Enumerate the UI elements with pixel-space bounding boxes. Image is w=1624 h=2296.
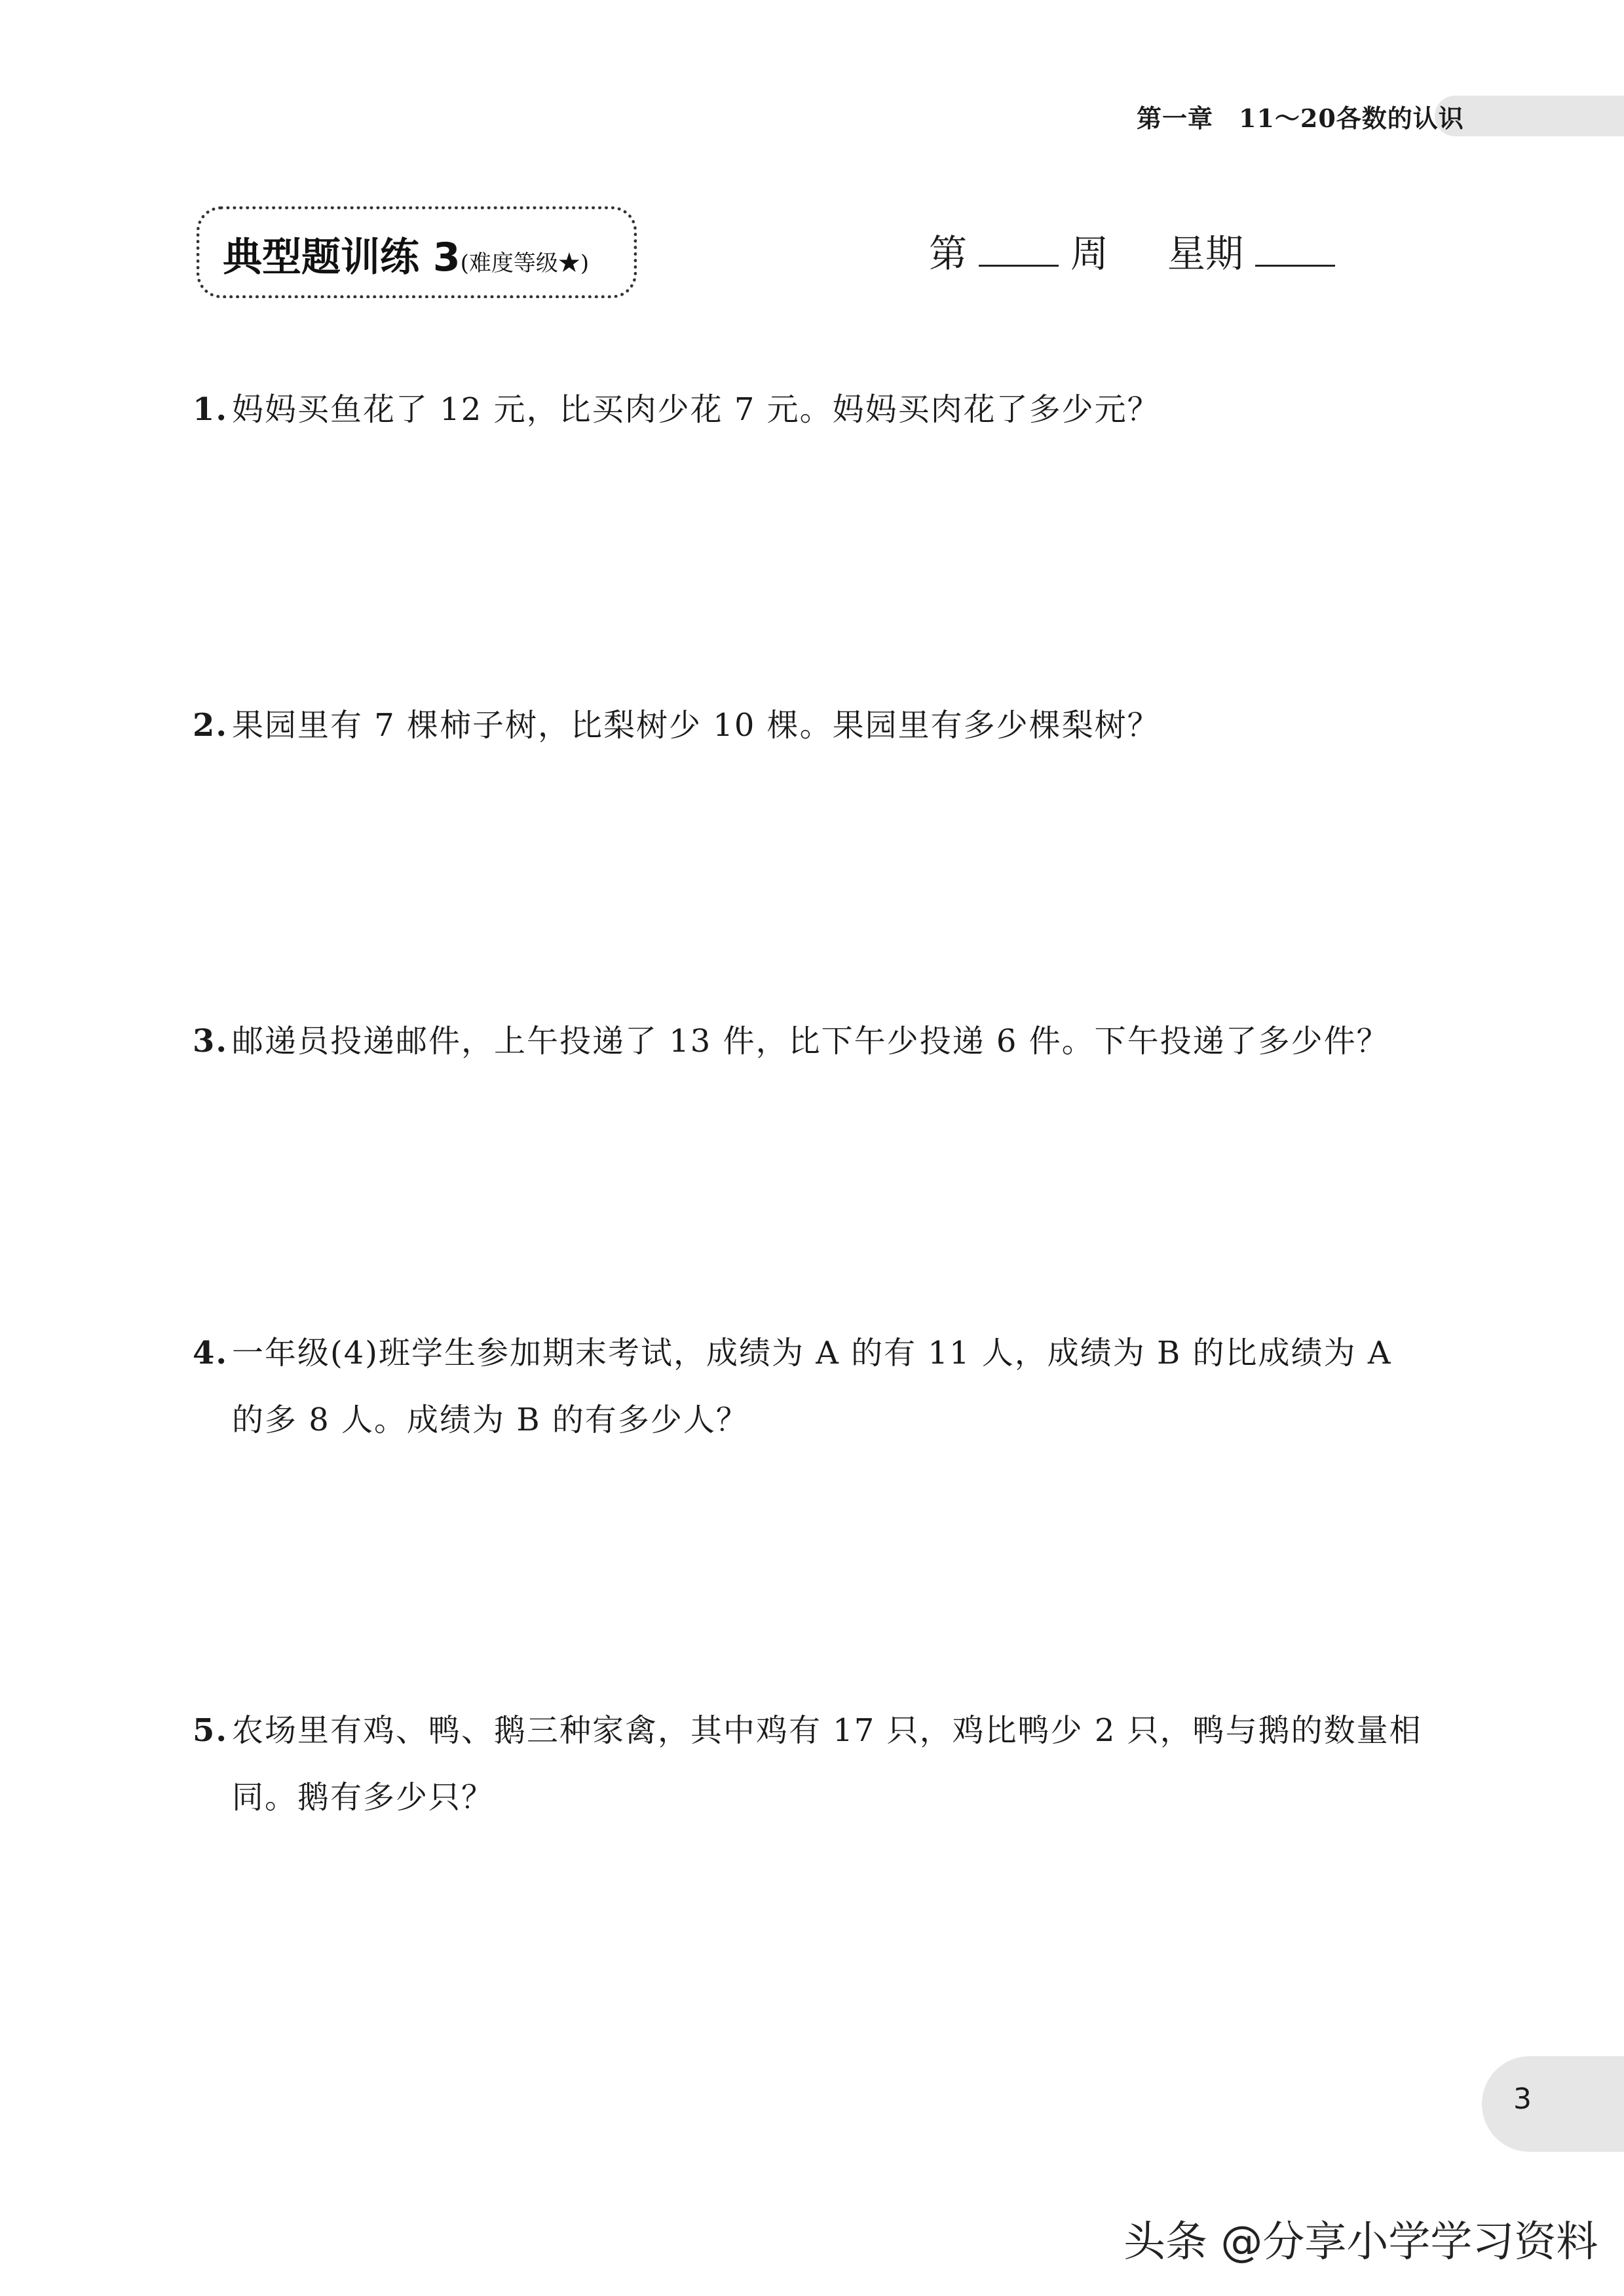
difficulty-label: (难度等级★)	[460, 250, 590, 277]
problem-5	[193, 1697, 1437, 1831]
week-prefix: 第	[929, 231, 968, 276]
problem-text-continued: 同。鹅有多少只？	[232, 1779, 495, 1816]
watermark: 头条 @分享小学学习资料	[1124, 2218, 1598, 2267]
problem-number: 3.	[193, 1023, 229, 1060]
problem-2	[193, 692, 1437, 759]
problem-number: 4.	[193, 1335, 229, 1371]
problem-number: 5.	[193, 1712, 229, 1749]
week-day-line	[929, 223, 1347, 278]
problem-text-continued: 的多 8 人。成绩为 B 的有多少人？	[232, 1402, 749, 1438]
problem-text: 农场里有鸡、鸭、鹅三种家禽，其中鸡有 17 只，鸡比鸭少 2 只，鸭与鹅的数量相	[232, 1712, 1422, 1749]
problem-text: 果园里有 7 棵柿子树，比梨树少 10 棵。果园里有多少棵梨树？	[232, 707, 1160, 744]
problem-text: 一年级(4)班学生参加期末考试，成绩为 A 的有 11 人，成绩为 B 的比成绩为 A	[232, 1335, 1392, 1371]
day-blank[interactable]	[1255, 227, 1335, 267]
problem-text: 邮递员投递邮件，上午投递了 13 件，比下午少投递 6 件。下午投递了多少件？	[232, 1023, 1389, 1060]
chapter-title: 第一章 11～20各数的认识	[1137, 104, 1464, 133]
problem-4	[193, 1320, 1437, 1453]
problem-1	[193, 376, 1437, 443]
problem-3	[193, 1008, 1437, 1075]
problem-text: 妈妈买鱼花了 12 元，比买肉少花 7 元。妈妈买肉花了多少元？	[232, 391, 1160, 428]
problem-number: 1.	[193, 391, 229, 428]
page-number-tab	[1482, 2056, 1624, 2152]
week-blank[interactable]	[979, 227, 1059, 267]
week-label: 周	[1070, 231, 1109, 276]
section-title-main: 典型题训练 3	[223, 235, 461, 280]
section-title	[223, 226, 589, 282]
problem-number: 2.	[193, 707, 229, 744]
page-number: 3	[1513, 2082, 1532, 2116]
day-label: 星期	[1167, 231, 1244, 276]
